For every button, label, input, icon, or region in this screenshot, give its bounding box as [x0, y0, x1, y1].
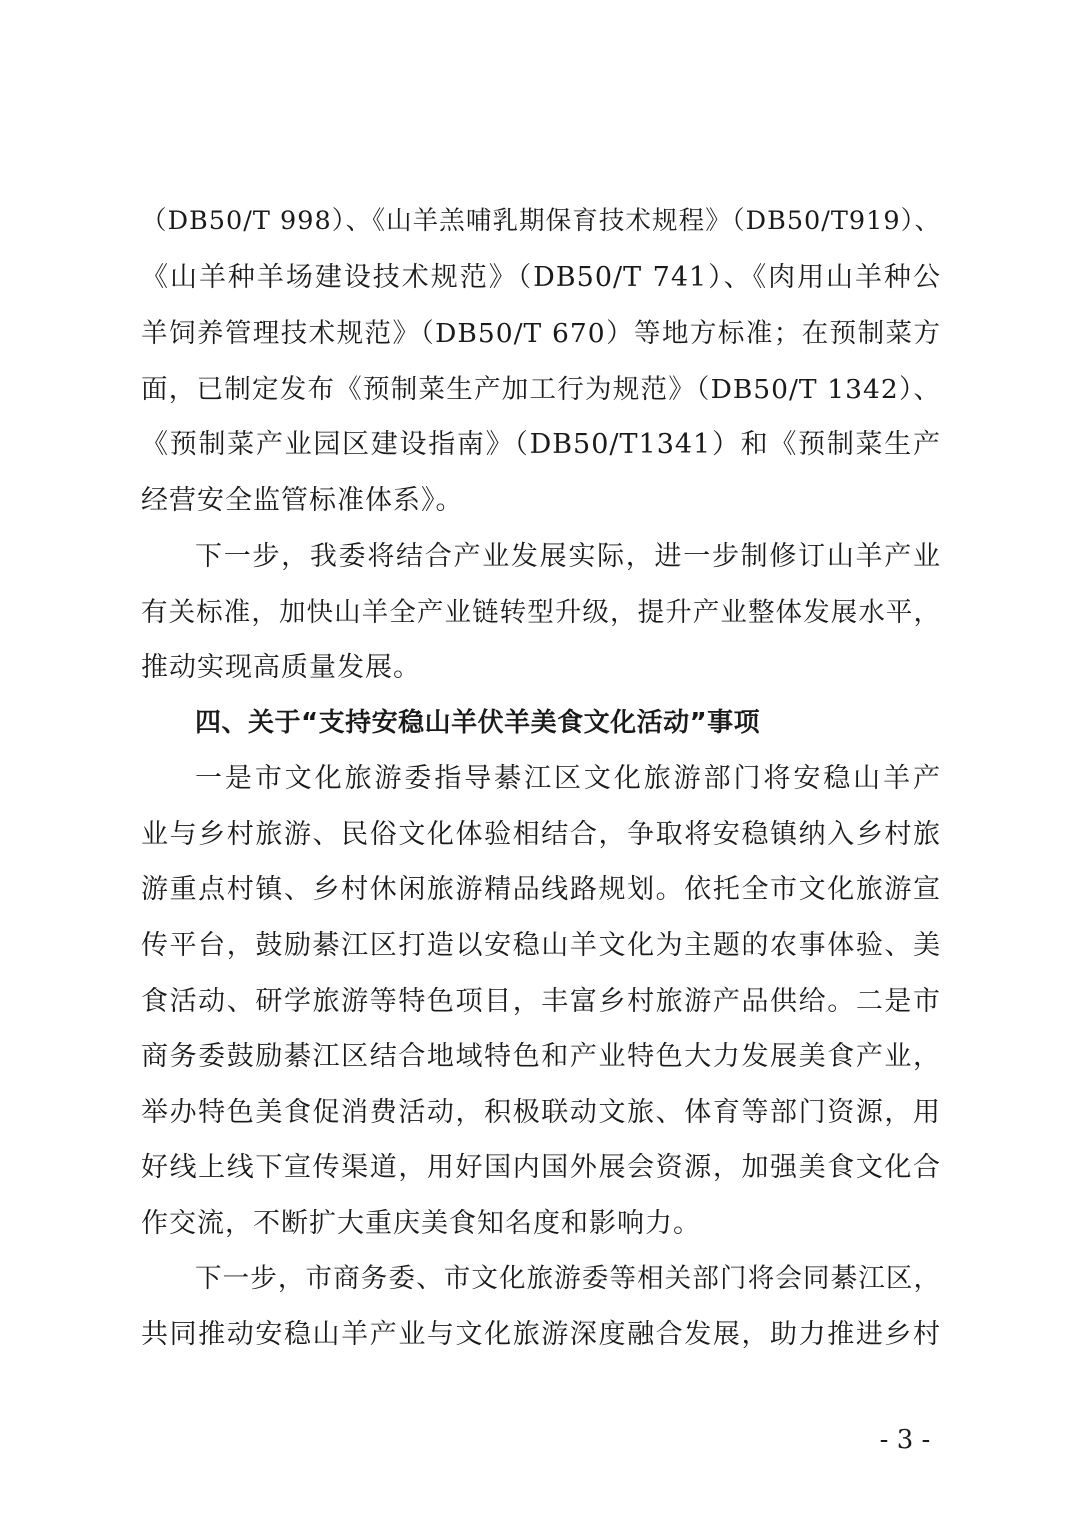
- body-line-8: 有关标准，加快山羊全产业链转型升级，提升产业整体发展水平，: [141, 597, 941, 628]
- body-line-9: 推动实现高质量发展。: [141, 652, 421, 683]
- body-line-2: 《山羊种羊场建设技术规范》（DB50/T 741）、《肉用山羊种公: [141, 262, 941, 293]
- body-line-5: 《预制菜产业园区建设指南》（DB50/T1341）和《预制菜生产: [141, 429, 941, 460]
- body-line-1: （DB50/T 998）、《山羊羔哺乳期保育技术规程》（DB50/T919）、: [141, 206, 941, 236]
- section-heading: 四、关于“支持安稳山羊伏羊美食文化活动”事项: [195, 708, 761, 738]
- body-line-7: 下一步，我委将结合产业发展实际，进一步制修订山羊产业: [195, 541, 941, 572]
- body-line-6: 经营安全监管标准体系》。: [141, 485, 464, 516]
- body-line-20: 下一步，市商务委、市文化旅游委等相关部门将会同綦江区，: [195, 1263, 941, 1294]
- body-line-14: 传平台，鼓励綦江区打造以安稳山羊文化为主题的农事体验、美: [141, 930, 941, 961]
- body-line-4: 面，已制定发布《预制菜生产加工行为规范》（DB50/T 1342）、: [141, 374, 941, 405]
- body-line-17: 举办特色美食促消费活动，积极联动文旅、体育等部门资源，用: [141, 1097, 941, 1128]
- body-line-12: 业与乡村旅游、民俗文化体验相结合，争取将安稳镇纳入乡村旅: [141, 819, 941, 850]
- body-line-11: 一是市文化旅游委指导綦江区文化旅游部门将安稳山羊产: [195, 763, 941, 794]
- body-line-21: 共同推动安稳山羊产业与文化旅游深度融合发展，助力推进乡村: [141, 1319, 941, 1350]
- body-line-19: 作交流，不断扩大重庆美食知名度和影响力。: [141, 1208, 701, 1239]
- body-line-13: 游重点村镇、乡村休闲旅游精品线路规划。依托全市文化旅游宣: [141, 874, 941, 905]
- body-line-18: 好线上线下宣传渠道，用好国内国外展会资源，加强美食文化合: [141, 1152, 941, 1183]
- body-line-16: 商务委鼓励綦江区结合地域特色和产业特色大力发展美食产业，: [141, 1041, 941, 1072]
- page-number: - 3 -: [879, 1425, 931, 1455]
- body-line-3: 羊饲养管理技术规范》（DB50/T 670）等地方标准；在预制菜方: [141, 318, 941, 349]
- body-line-15: 食活动、研学旅游等特色项目，丰富乡村旅游产品供给。二是市: [141, 986, 941, 1017]
